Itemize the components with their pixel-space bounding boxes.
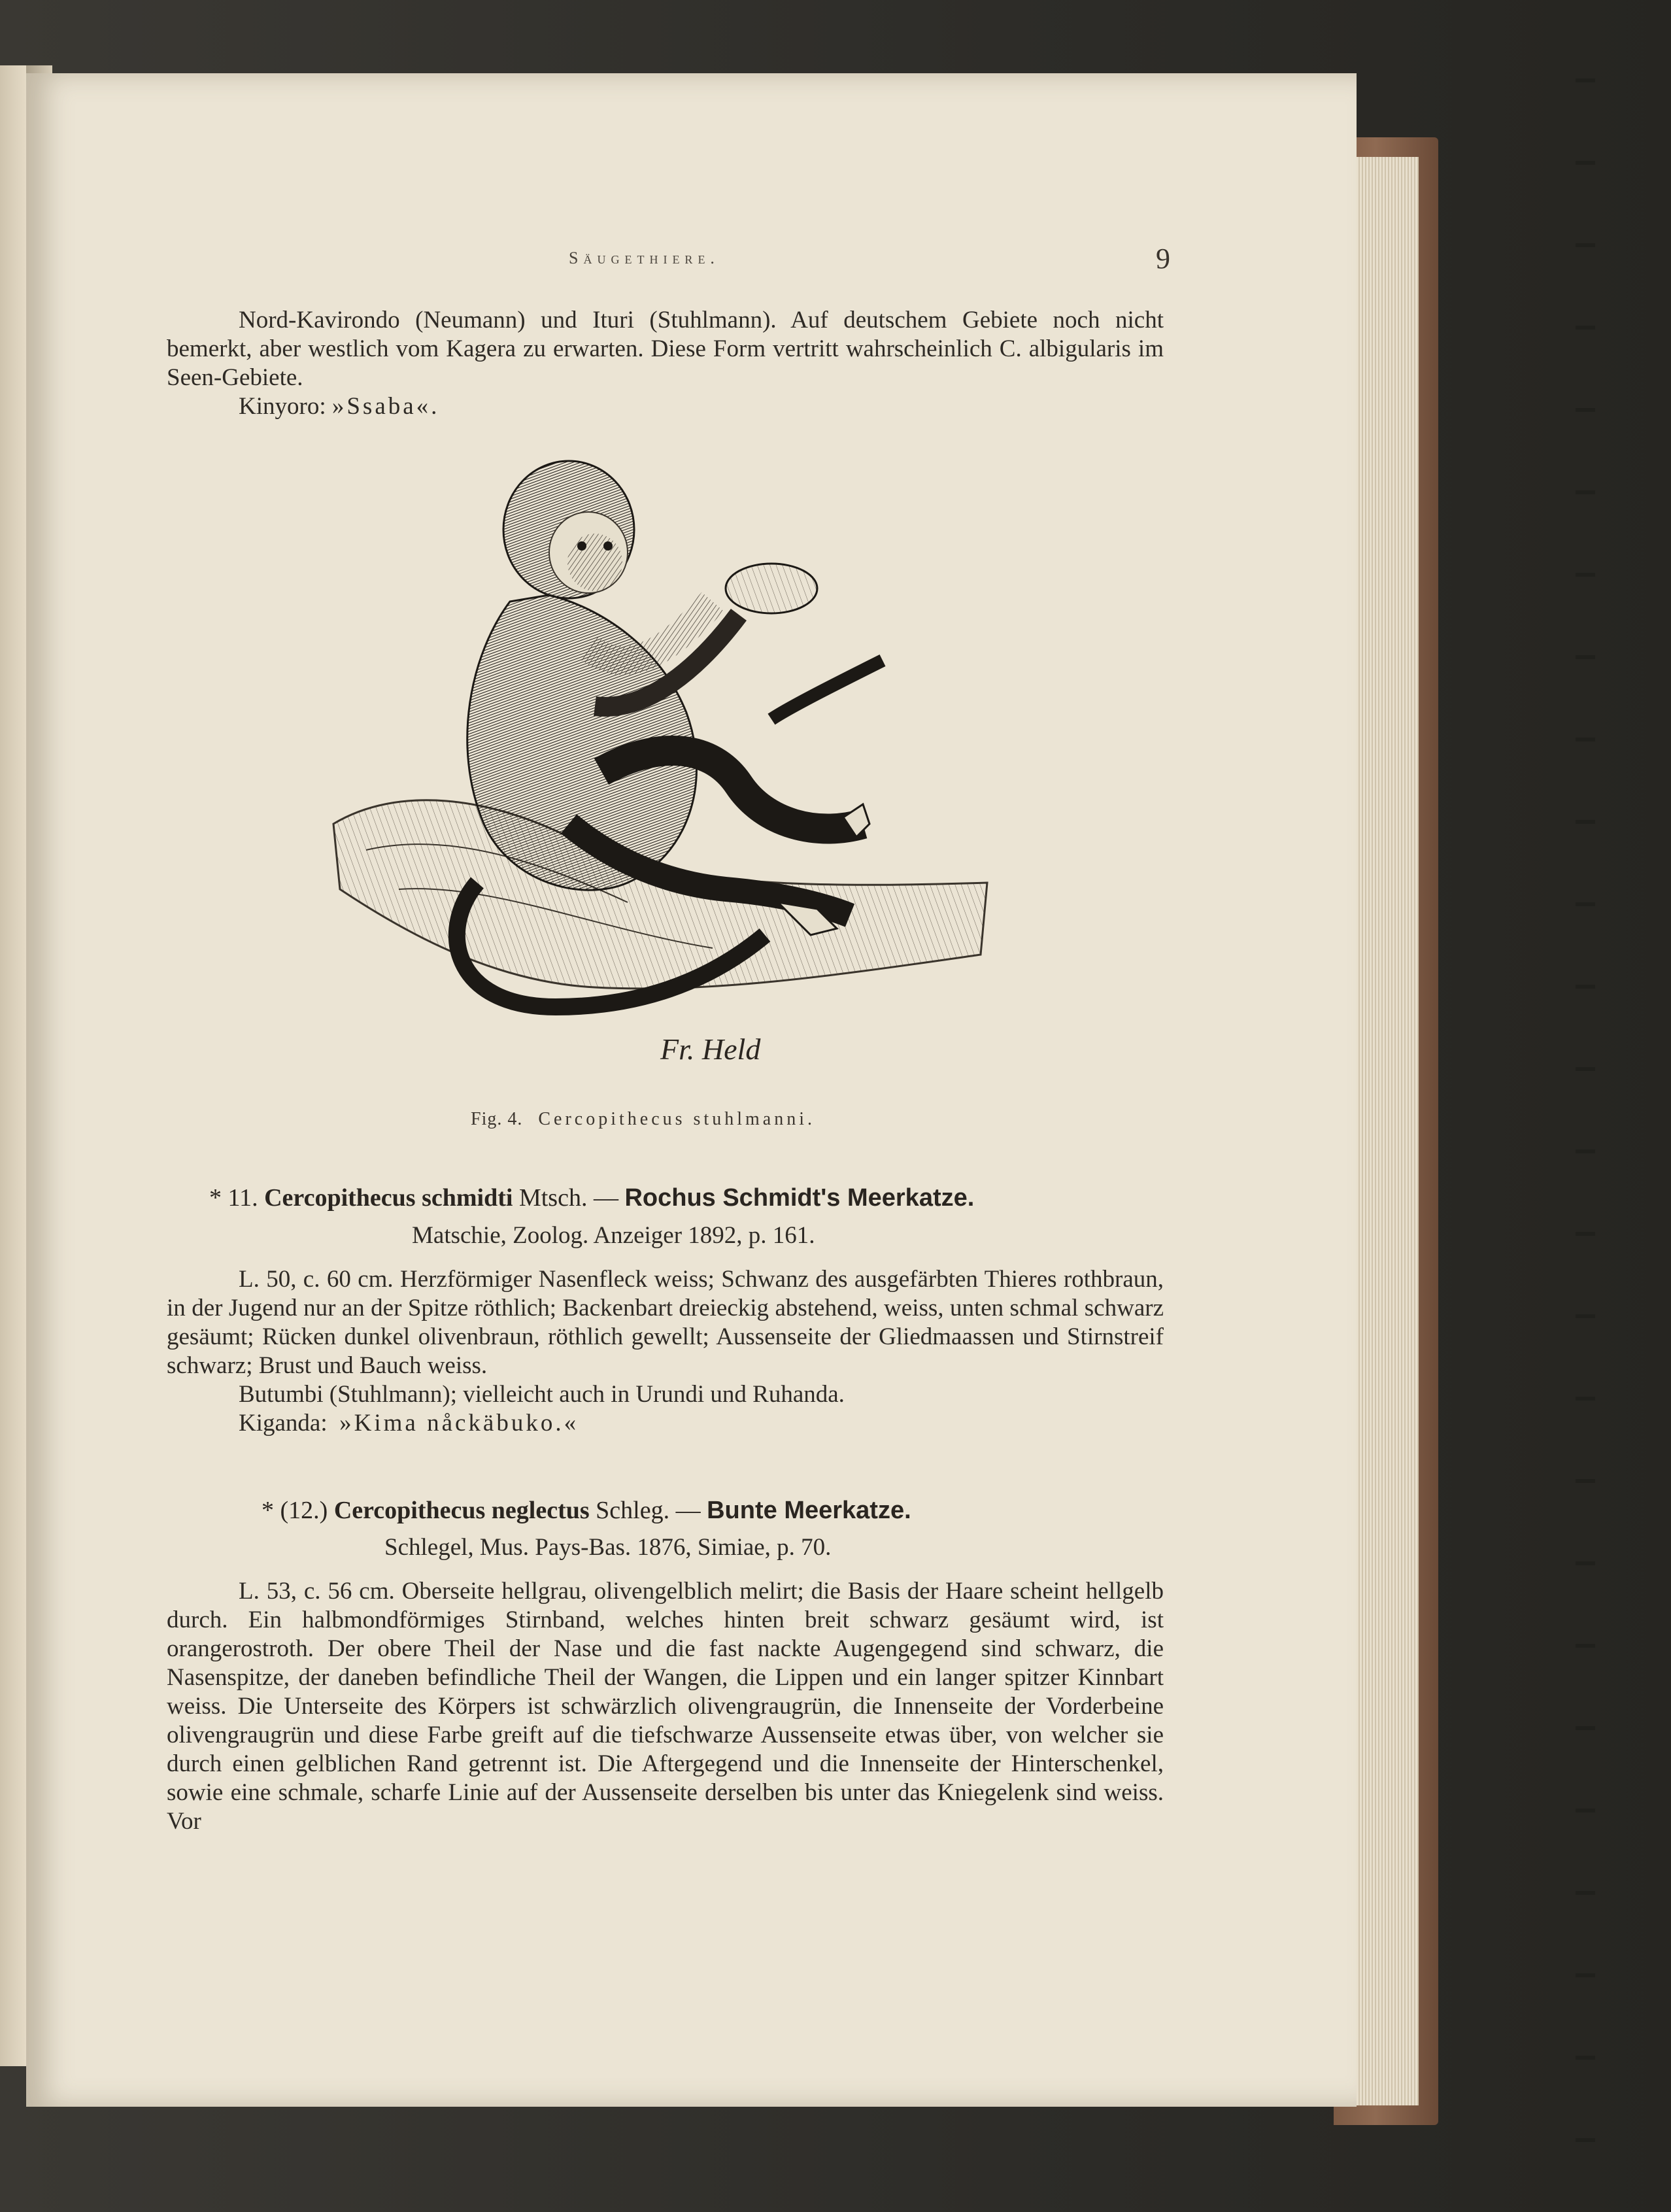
kinyoro-name: »Ssaba«. [331, 393, 440, 420]
species-12-number: * (12.) [262, 1497, 328, 1524]
species-12-name: Cercopithecus neglectus [333, 1497, 590, 1524]
species-12-author: Schleg. [596, 1497, 670, 1524]
intro-text: Nord-Kavirondo (Neumann) und Ituri (Stuhlmann). Auf deutschem Gebiete noch nicht bemerkt, aber westlich vom Kagera zu erwarten. Diese Form vertritt wahrscheinlich C. albigularis im Seen-Gebiete. [167, 307, 1164, 391]
species-11-heading [209, 1183, 974, 1212]
species-12-description: L. 53, c. 56 cm. Oberseite hellgrau, olivengelblich melirt; die Basis der Haare scheint hellgelb durch. Ein halbmondförmiges Stirnband, welches hinten breit schwarz gesäumt wird, ist orangerostroth. Der obere Theil der Nase und die fast nackte Augengegend sind schwarz, die Nasenspitze, der daneben befindliche Theil der Wangen, die Lippen und ein langer spitzer Kinnbart weiss. Die Unterseite des Körpers ist schwärzlich olivengraugrün, die Innenseite der Vorderbeine olivengraugrün und diese Farbe greift auf die tiefschwarze Aussenseite etwas über, von welcher sie durch einen gelblichen Rand getrennt ist. Die Aftergegend und die Innenseite der Hinterschenkel, sowie eine schmale, scharfe Linie auf der Aussenseite derselben bis unter das Kniegelenk sind weiss. Vor [167, 1578, 1164, 1835]
page-header [569, 243, 1170, 288]
caption-name: Cercopithecus stuhlmanni. [538, 1109, 815, 1129]
species-11-author: Mtsch. [518, 1184, 588, 1212]
intro-paragraph [167, 306, 1164, 421]
page-number: 9 [1156, 243, 1170, 275]
artist-signature: Fr. Held [660, 1032, 761, 1066]
species-11-name: Cercopithecus schmidti [264, 1184, 513, 1212]
species-12-citation: Schlegel, Mus. Pays-Bas. 1876, Simiae, p. 70. [384, 1534, 832, 1561]
species-12-body [167, 1577, 1164, 1836]
species-11-dash: — [593, 1184, 618, 1212]
figure-caption [471, 1109, 815, 1130]
monkey-illustration [320, 432, 1026, 1112]
species-11-common-name: Rochus Schmidt's Meerkatze. [624, 1184, 975, 1212]
species-11-citation: Matschie, Zoolog. Anzeiger 1892, p. 161. [412, 1222, 815, 1249]
species-11-description: L. 50, c. 60 cm. Herzförmiger Nasenfleck weiss; Schwanz des ausgefärbten Thieres rothbraun, in der Jugend nur an der Spitze röthlich; Backenbart dreieckig abstehend, weiss, unten schmal schwarz gesäumt; Rücken dunkel olivenbraun, röthlich gewellt; Aussenseite der Gliedmaassen und Stirnstreif schwarz; Brust und Bauch weiss. [167, 1266, 1164, 1379]
scanner-ruler [1576, 0, 1595, 2212]
monkey-engraving [320, 432, 1026, 1112]
page-stack-edge [1347, 157, 1419, 2105]
running-head: Säugethiere. [569, 248, 720, 267]
species-12-dash: — [675, 1497, 701, 1524]
caption-prefix: Fig. 4. [471, 1109, 523, 1129]
species-11-range: Butumbi (Stuhlmann); vielleicht auch in Urundi und Ruhanda. [239, 1381, 845, 1408]
species-11-body [167, 1265, 1164, 1438]
species-12-heading [262, 1496, 911, 1525]
species-12-common-name: Bunte Meerkatze. [707, 1497, 911, 1524]
kinyoro-line [167, 392, 1164, 421]
kiganda-line [167, 1409, 1164, 1438]
kinyoro-label: Kinyoro: [239, 393, 326, 420]
kiganda-name: »Kima nåckäbuko.« [339, 1410, 579, 1437]
kiganda-label: Kiganda: [239, 1410, 328, 1437]
species-11-number: * 11. [209, 1184, 258, 1212]
